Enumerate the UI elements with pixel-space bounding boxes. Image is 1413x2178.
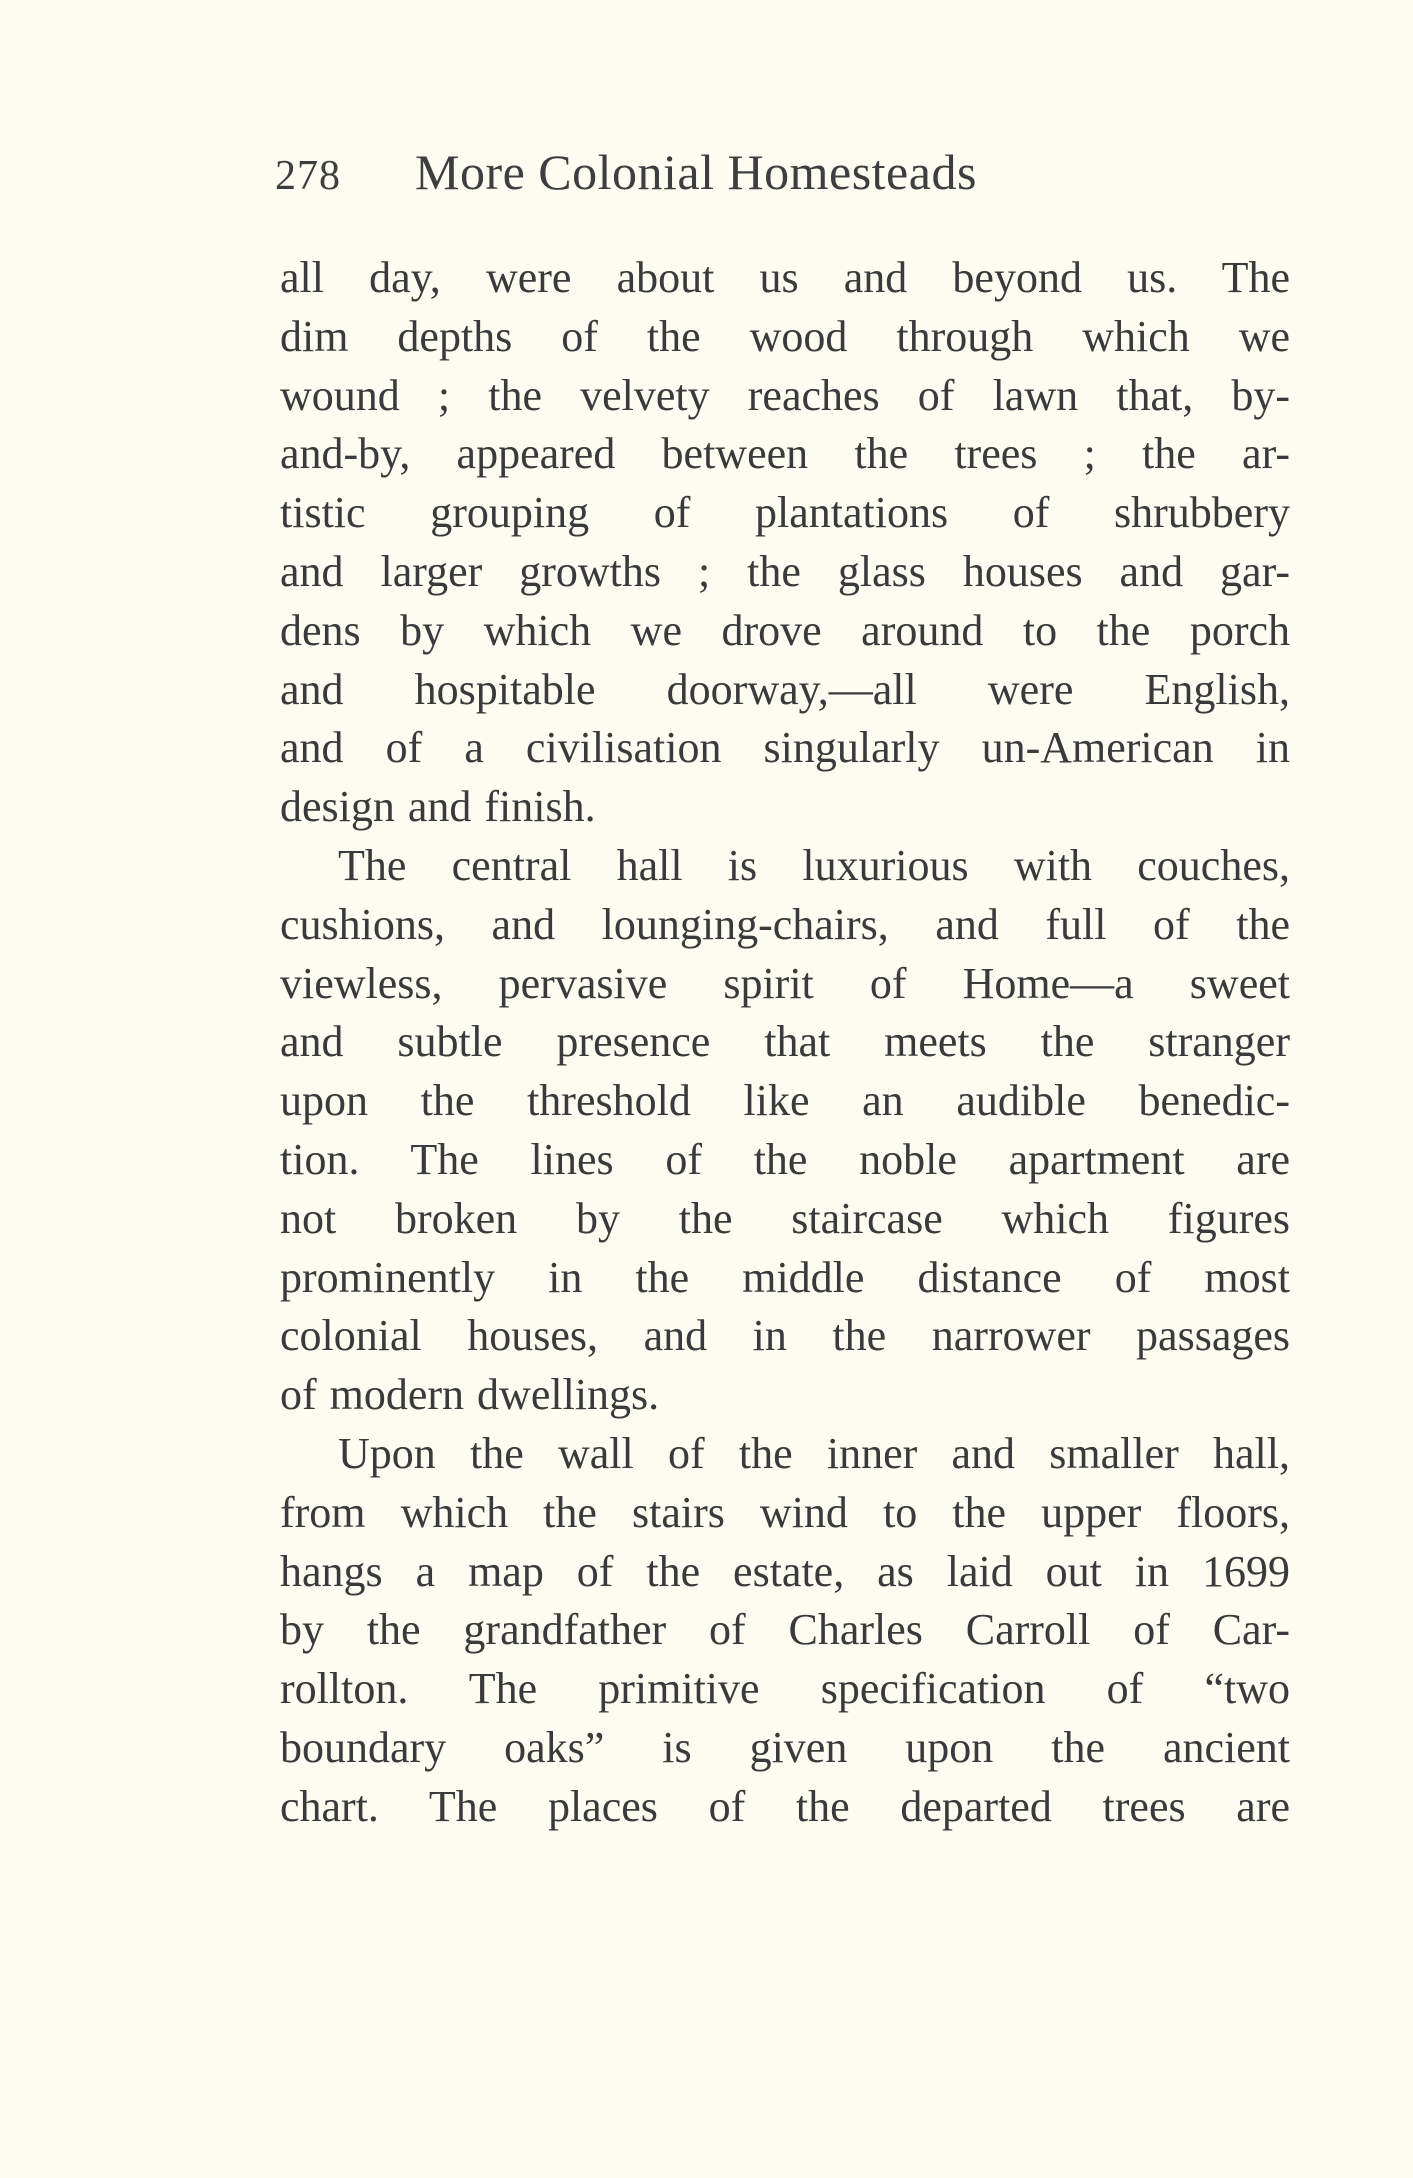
text-line: prominently in the middle distance of most xyxy=(280,1252,1290,1302)
body-text xyxy=(280,249,1290,1837)
text-line: rollton. The primitive specification of “two xyxy=(280,1664,1290,1714)
book-title: More Colonial Homesteads xyxy=(415,144,977,200)
text-line: not broken by the staircase which figures xyxy=(280,1193,1290,1243)
text-line: and-by, appeared between the trees ; the ar- xyxy=(280,429,1290,479)
text-line: from which the stairs wind to the upper floors, xyxy=(280,1487,1290,1537)
text-line: colonial houses, and in the narrower passages xyxy=(280,1311,1290,1361)
running-head xyxy=(275,142,1145,202)
page-number: 278 xyxy=(275,153,341,199)
text-line: dim depths of the wood through which we xyxy=(280,311,1290,361)
text-line: Upon the wall of the inner and smaller hall, xyxy=(338,1428,1290,1478)
text-line: The central hall is luxurious with couches, xyxy=(338,840,1290,890)
text-line: and of a civilisation singularly un-American in xyxy=(280,723,1290,773)
text-line: wound ; the velvety reaches of lawn that, by- xyxy=(280,370,1290,420)
text-line: and hospitable doorway,—all were English, xyxy=(280,664,1290,714)
text-line: of modern dwellings. xyxy=(280,1370,660,1420)
text-line: tistic grouping of plantations of shrubbery xyxy=(280,488,1290,538)
text-line: viewless, pervasive spirit of Home—a sweet xyxy=(280,958,1290,1008)
text-line: and subtle presence that meets the stranger xyxy=(280,1017,1290,1067)
text-line: by the grandfather of Charles Carroll of Car- xyxy=(280,1605,1290,1655)
text-line: all day, were about us and beyond us. The xyxy=(280,253,1290,302)
text-line: upon the threshold like an audible benedic- xyxy=(280,1076,1290,1126)
text-line: boundary oaks” is given upon the ancient xyxy=(280,1722,1290,1772)
text-line: cushions, and lounging-chairs, and full of the xyxy=(280,899,1290,949)
text-line: dens by which we drove around to the porch xyxy=(280,605,1290,655)
text-line: and larger growths ; the glass houses and gar- xyxy=(280,546,1290,596)
text-line: chart. The places of the departed trees are xyxy=(280,1781,1290,1831)
text-line: tion. The lines of the noble apartment are xyxy=(280,1134,1290,1184)
text-line: design and finish. xyxy=(280,782,596,832)
text-line: hangs a map of the estate, as laid out in 1699 xyxy=(280,1546,1290,1596)
